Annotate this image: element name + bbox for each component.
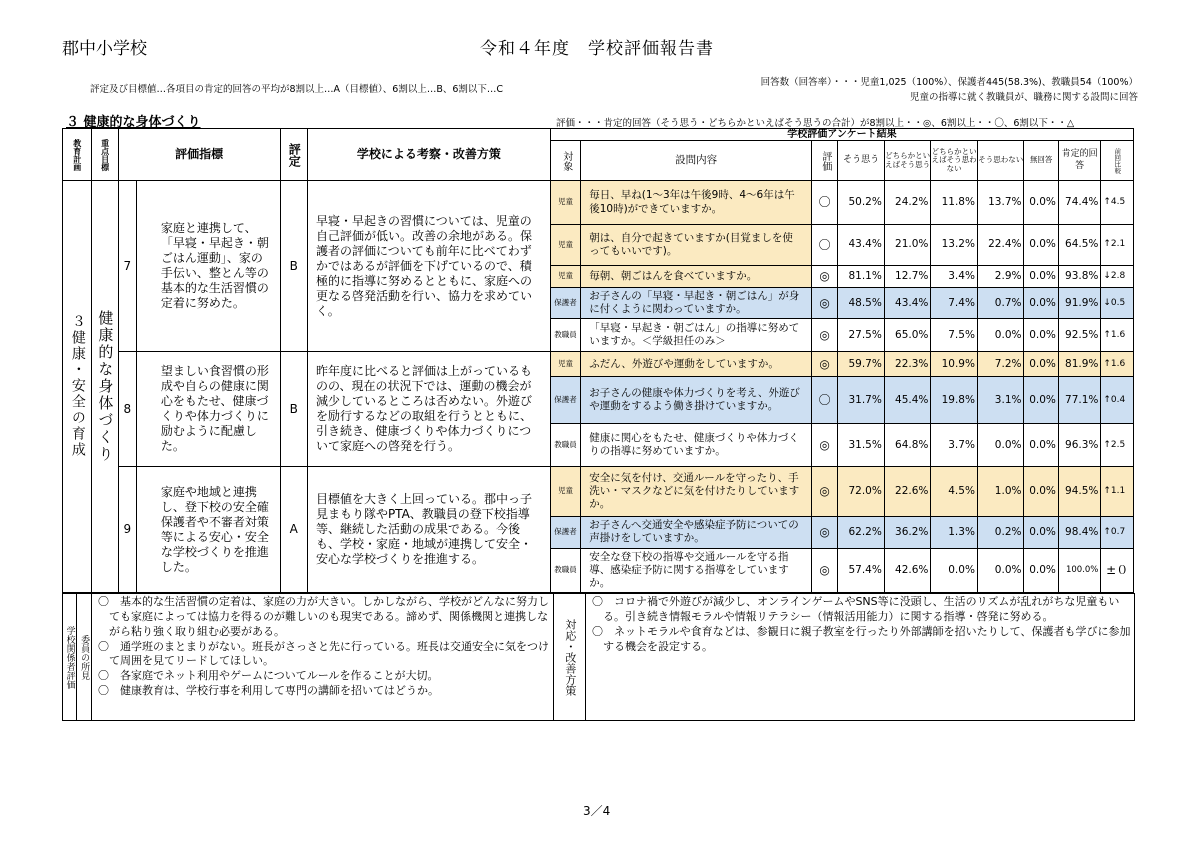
header-positive: 肯定的回答: [1058, 141, 1101, 181]
survey-eval: ◎: [811, 517, 837, 548]
indicator-text: 家庭や地域と連携し、登下校の安全確保護者や不審者対策等による安心・安全な学校づくりを推進した。: [136, 467, 280, 593]
positive-value: 81.9%: [1058, 352, 1101, 377]
somewhat-agree-value: 36.2%: [884, 517, 931, 548]
disagree-value: 7.2%: [977, 352, 1024, 377]
disagree-value: 22.4%: [977, 225, 1024, 266]
positive-value: 100.0%: [1058, 548, 1101, 592]
agree-value: 48.5%: [838, 288, 885, 319]
survey-target: 教職員: [550, 424, 580, 467]
respondents-note: 回答数（回答率）・・・児童1,025（100%）、保護者445(58.3%)、教職員54（100%）: [760, 77, 1138, 88]
header-question: 設問内容: [581, 141, 812, 181]
response-comment: 〇 ネットモラルや食育などは、参観日に親子教室を行ったり外部講師を招いたりして、保護者も学びに参加する機会を設定する。: [592, 624, 1131, 653]
survey-eval: 〇: [811, 181, 837, 225]
agree-value: 62.2%: [838, 517, 885, 548]
header-review: 学校による考察・改善方策: [307, 129, 550, 181]
survey-question: 安全に気を付け、交通ルールを守ったり、手洗い・マスクなどに気を付けたりしていますか。: [581, 467, 812, 517]
survey-question: ふだん、外遊びや運動をしていますか。: [581, 352, 812, 377]
survey-target: 保護者: [550, 288, 580, 319]
survey-eval: 〇: [811, 377, 837, 424]
survey-target: 児童: [550, 225, 580, 266]
somewhat-disagree-value: 0.0%: [931, 548, 978, 592]
item-number: 9: [118, 467, 136, 593]
survey-question: お子さんの健康や体力づくりを考え、外遊びや運動をするよう働き掛けていますか。: [581, 377, 812, 424]
no-answer-value: 0.0%: [1024, 548, 1058, 592]
survey-eval: ◎: [811, 424, 837, 467]
somewhat-agree-value: 43.4%: [884, 288, 931, 319]
somewhat-disagree-value: 19.8%: [931, 377, 978, 424]
grade: B: [280, 181, 307, 352]
indicator-text: 家庭と連携して、「早寝・早起き・朝ごはん運動」、家の手伝い、整とん等の基本的な生活習慣の定着に努めた。: [136, 181, 280, 352]
grade: B: [280, 352, 307, 467]
comments-table: [62, 593, 1135, 721]
plan-label: ３健康・安全の育成: [63, 181, 92, 593]
prev-compare: ↑1.1: [1101, 467, 1134, 517]
committee-label: 学校関係者評価: [63, 594, 77, 721]
survey-question: 毎朝、朝ごはんを食べていますか。: [581, 266, 812, 288]
survey-eval: ◎: [811, 288, 837, 319]
somewhat-agree-value: 64.8%: [884, 424, 931, 467]
prev-compare: ↑4.5: [1101, 181, 1134, 225]
somewhat-agree-value: 65.0%: [884, 319, 931, 352]
response-comments: [586, 594, 1135, 721]
survey-eval: ◎: [811, 467, 837, 517]
agree-value: 72.0%: [838, 467, 885, 517]
positive-value: 64.5%: [1058, 225, 1101, 266]
survey-target: 保護者: [550, 377, 580, 424]
report-title: 令和４年度 学校評価報告書: [480, 39, 714, 59]
positive-value: 77.1%: [1058, 377, 1101, 424]
survey-eval: ◎: [811, 266, 837, 288]
positive-value: 96.3%: [1058, 424, 1101, 467]
positive-value: 94.5%: [1058, 467, 1101, 517]
survey-question: 「早寝・早起き・朝ごはん」の指導に努めていますか。＜学級担任のみ＞: [581, 319, 812, 352]
header-target: 対象: [550, 141, 580, 181]
prev-compare: ↑2.5: [1101, 424, 1134, 467]
somewhat-disagree-value: 3.7%: [931, 424, 978, 467]
survey-eval: ◎: [811, 548, 837, 592]
agree-value: 59.7%: [838, 352, 885, 377]
header-survey: 学校評価アンケート結果: [550, 129, 1133, 141]
no-answer-value: 0.0%: [1024, 288, 1058, 319]
survey-eval: ◎: [811, 319, 837, 352]
header-eval: 評価: [811, 141, 837, 181]
committee-comment: 〇 基本的な生活習慣の定着は、家庭の力が大きい。しかしながら、学校がどんなに努力しても家庭によっては協力を得るのが難しいのも現実である。諦めず、関係機関と連携しながら粘り強く取り組む必要がある。: [98, 595, 549, 638]
survey-target: 児童: [550, 266, 580, 288]
somewhat-agree-value: 22.3%: [884, 352, 931, 377]
agree-value: 50.2%: [838, 181, 885, 225]
header-indicator: 評価指標: [118, 129, 280, 181]
positive-value: 74.4%: [1058, 181, 1101, 225]
indicator-text: 望ましい食習慣の形成や自らの健康に関心をもたせ、健康づくりや体力づくりに励むように配慮した。: [136, 352, 280, 467]
no-answer-value: 0.0%: [1024, 225, 1058, 266]
prev-compare: ↑1.6: [1101, 319, 1134, 352]
response-comment: 〇 コロナ禍で外遊びが減少し、オンラインゲームやSNS等に没頭し、生活のリズムが乱れがちな児童もいる。引き続き情報モラルや情報リテラシー（情報活用能力）に関する指導・啓発に努める。: [592, 595, 1120, 623]
school-name: 郡中小学校: [62, 39, 147, 59]
positive-value: 92.5%: [1058, 319, 1101, 352]
survey-question: 健康に関心をもたせ、健康づくりや体力づくりの指導に努めていますか。: [581, 424, 812, 467]
staff-note: 児童の指導に就く教職員が、職務に関する設問に回答: [909, 92, 1138, 103]
agree-value: 27.5%: [838, 319, 885, 352]
prev-compare: ±０: [1101, 548, 1134, 592]
disagree-value: 1.0%: [977, 467, 1024, 517]
somewhat-disagree-value: 7.5%: [931, 319, 978, 352]
committee-comment: 〇 健康教育は、学校行事を利用して専門の講師を招いてはどうか。: [98, 684, 439, 698]
prev-compare: ↑1.6: [1101, 352, 1134, 377]
somewhat-disagree-value: 1.3%: [931, 517, 978, 548]
disagree-value: 2.9%: [977, 266, 1024, 288]
page-number: 3／4: [583, 804, 611, 818]
prev-compare: ↑0.4: [1101, 377, 1134, 424]
prev-compare: ↓2.8: [1101, 266, 1134, 288]
review-text: 目標値を大きく上回っている。郡中っ子見まもり隊やPTA、教職員の登下校指導等、継続した活動の成果である。今後も、学校・家庭・地域が連携して安全・安心な学校づくりを推進する。: [307, 467, 550, 593]
no-answer-value: 0.0%: [1024, 181, 1058, 225]
somewhat-disagree-value: 13.2%: [931, 225, 978, 266]
somewhat-disagree-value: 10.9%: [931, 352, 978, 377]
no-answer-value: 0.0%: [1024, 424, 1058, 467]
prev-compare: ↓0.5: [1101, 288, 1134, 319]
review-text: 早寝・早起きの習慣については、児童の自己評価が低い。改善の余地がある。保護者の評価についても前年に比べてわずかではあるが評価を下げているので、積極的に指導に努めるとともに、家庭への更なる啓発活動を行い、協力を求めていく。: [307, 181, 550, 352]
disagree-value: 3.1%: [977, 377, 1024, 424]
somewhat-disagree-value: 11.8%: [931, 181, 978, 225]
agree-value: 81.1%: [838, 266, 885, 288]
item-number: 7: [118, 181, 136, 352]
agree-value: 31.7%: [838, 377, 885, 424]
somewhat-disagree-value: 3.4%: [931, 266, 978, 288]
positive-value: 98.4%: [1058, 517, 1101, 548]
committee-comment: 〇 各家庭でネット利用やゲームについてルールを作ることが大切。: [98, 669, 439, 683]
prev-compare: ↑0.7: [1101, 517, 1134, 548]
disagree-value: 0.2%: [977, 517, 1024, 548]
somewhat-agree-value: 24.2%: [884, 181, 931, 225]
disagree-value: 0.0%: [977, 424, 1024, 467]
criteria-note: 評定及び目標値…各項目の肯定的回答の平均が8割以上…A（目標値）、6割以上…B、6割以下…C: [90, 84, 504, 95]
focus-label: 健康的な身体づくり: [92, 181, 118, 593]
section-title: ３ 健康的な身体づくり: [66, 115, 201, 130]
survey-target: 児童: [550, 467, 580, 517]
somewhat-agree-value: 12.7%: [884, 266, 931, 288]
no-answer-value: 0.0%: [1024, 352, 1058, 377]
header-prev: 前回比較: [1101, 141, 1134, 181]
header-somewhat-disagree: どちらかといえばそう思わない: [931, 141, 978, 181]
header-focus: 重点目標: [92, 129, 118, 181]
somewhat-agree-value: 21.0%: [884, 225, 931, 266]
somewhat-disagree-value: 7.4%: [931, 288, 978, 319]
committee-comments: [92, 594, 554, 721]
header-no-answer: 無回答: [1024, 141, 1058, 181]
no-answer-value: 0.0%: [1024, 377, 1058, 424]
no-answer-value: 0.0%: [1024, 467, 1058, 517]
survey-target: 教職員: [550, 319, 580, 352]
disagree-value: 0.0%: [977, 548, 1024, 592]
disagree-value: 0.0%: [977, 319, 1024, 352]
survey-question: 安全な登下校の指導や交通ルールを守る指導、感染症予防に関する指導をしていますか。: [581, 548, 812, 592]
committee-comment: 〇 通学班のまとまりがない。班長がさっさと先に行っている。班長は交通安全に気をつけて周囲を見てリードしてほしい。: [98, 639, 549, 668]
header-somewhat-agree: どちらかといえばそう思う: [884, 141, 931, 181]
committee-sublabel: 委員の所見: [77, 594, 92, 721]
header-grade: 評定: [280, 129, 307, 181]
positive-value: 93.8%: [1058, 266, 1101, 288]
header-plan: 教育計画: [63, 129, 92, 181]
survey-target: 児童: [550, 181, 580, 225]
survey-eval: ◎: [811, 352, 837, 377]
evaluation-criteria: 評価・・・肯定的回答（そう思う・どちらかといえばそう思うの合計）が8割以上・・◎、6割以上・・〇、6割以下・・△: [556, 118, 1075, 129]
survey-question: お子さんの「早寝・早起き・朝ごはん」が身に付くように関わっていますか。: [581, 288, 812, 319]
item-number: 8: [118, 352, 136, 467]
survey-question: 毎日、早ね(1～3年は午後9時、4～6年は午後10時)ができていますか。: [581, 181, 812, 225]
survey-target: 教職員: [550, 548, 580, 592]
no-answer-value: 0.0%: [1024, 266, 1058, 288]
survey-question: お子さんへ交通安全や感染症予防についての声掛けをしていますか。: [581, 517, 812, 548]
positive-value: 91.9%: [1058, 288, 1101, 319]
survey-target: 保護者: [550, 517, 580, 548]
agree-value: 57.4%: [838, 548, 885, 592]
survey-target: 児童: [550, 352, 580, 377]
prev-compare: ↑2.1: [1101, 225, 1134, 266]
no-answer-value: 0.0%: [1024, 319, 1058, 352]
somewhat-agree-value: 22.6%: [884, 467, 931, 517]
grade: A: [280, 467, 307, 593]
somewhat-disagree-value: 4.5%: [931, 467, 978, 517]
disagree-value: 13.7%: [977, 181, 1024, 225]
survey-question: 朝は、自分で起きていますか(目覚ましを使ってもいいです)。: [581, 225, 812, 266]
agree-value: 31.5%: [838, 424, 885, 467]
somewhat-agree-value: 45.4%: [884, 377, 931, 424]
header-disagree: そう思わない: [977, 141, 1024, 181]
disagree-value: 0.7%: [977, 288, 1024, 319]
agree-value: 43.4%: [838, 225, 885, 266]
somewhat-agree-value: 42.6%: [884, 548, 931, 592]
survey-eval: 〇: [811, 225, 837, 266]
response-label: 対応・改善方策: [554, 594, 586, 721]
no-answer-value: 0.0%: [1024, 517, 1058, 548]
evaluation-table: [62, 128, 1134, 593]
header-agree: そう思う: [838, 141, 885, 181]
review-text: 昨年度に比べると評価は上がっているものの、現在の状況下では、運動の機会が減少しているところは否めない。外遊びを励行するなどの取組を行うとともに、引き続き、健康づくりや体力づくりについて家庭への啓発を行う。: [307, 352, 550, 467]
